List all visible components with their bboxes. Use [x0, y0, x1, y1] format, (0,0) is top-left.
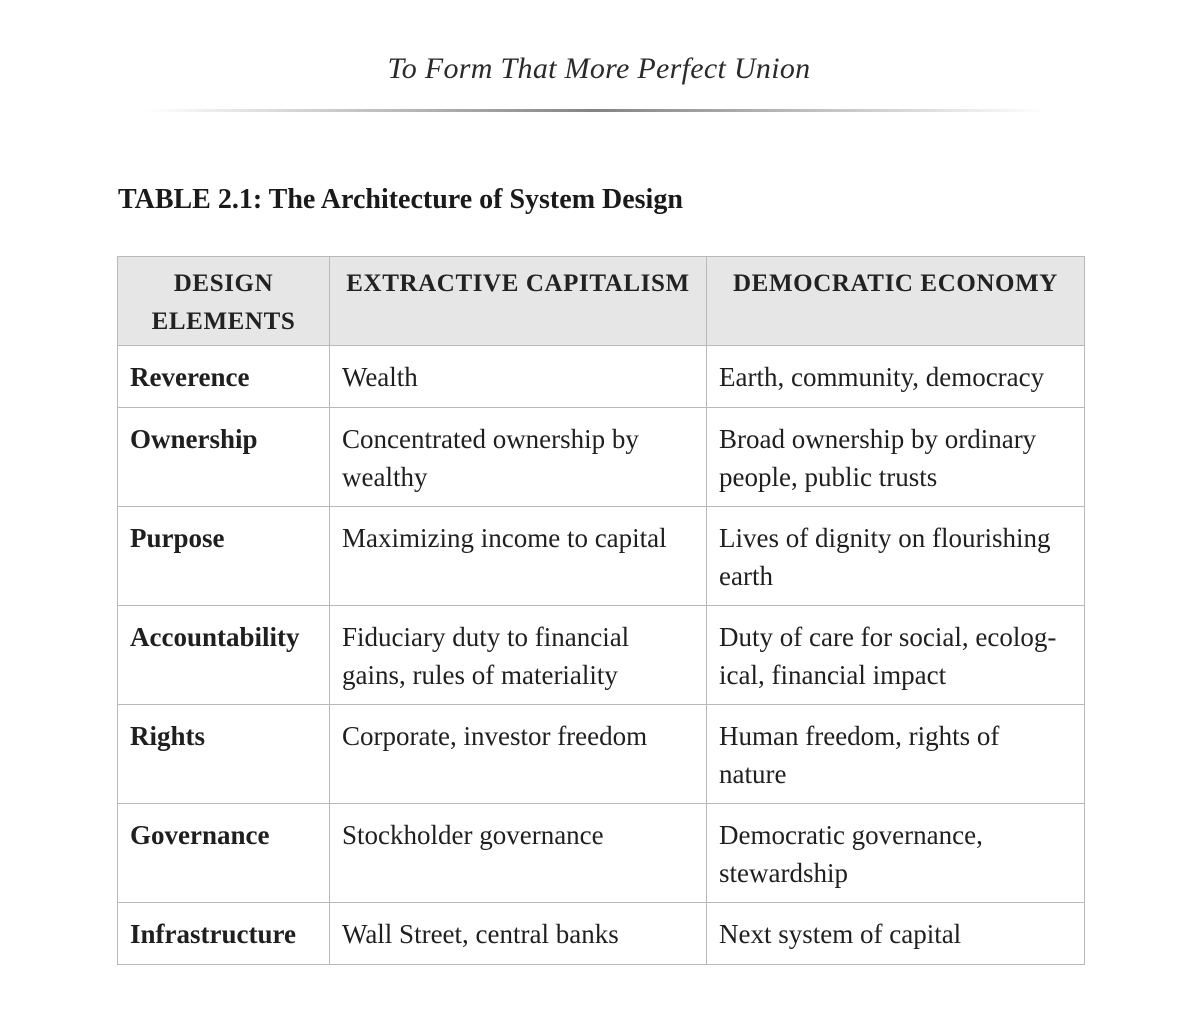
- header-design-elements: DESIGN ELEMENTS: [118, 257, 330, 346]
- row-label-reverence: Reverence: [118, 346, 330, 408]
- cell-democratic: Democratic governance, stewardship: [707, 804, 1085, 903]
- table-header-row: [118, 257, 1085, 346]
- header-democratic-economy: DEMOCRATIC ECONOMY: [707, 257, 1085, 346]
- cell-extractive: Wealth: [330, 346, 707, 408]
- header-rule: [145, 109, 1045, 112]
- cell-democratic: Human freedom, rights of nature: [707, 705, 1085, 804]
- row-label-infrastructure: Infrastructure: [118, 903, 330, 965]
- table-row: [118, 507, 1085, 606]
- cell-democratic: Broad ownership by ordinary people, public trusts: [707, 408, 1085, 507]
- row-label-governance: Governance: [118, 804, 330, 903]
- cell-democratic: Lives of dignity on flourishing earth: [707, 507, 1085, 606]
- design-table: [117, 256, 1085, 965]
- table-row: [118, 346, 1085, 408]
- running-header: To Form That More Perfect Union: [387, 52, 811, 85]
- row-label-ownership: Ownership: [118, 408, 330, 507]
- cell-democratic: Duty of care for social, ecolog-ical, financial impact: [707, 606, 1085, 705]
- table-row: [118, 804, 1085, 903]
- table-row: [118, 705, 1085, 804]
- cell-extractive: Fiduciary duty to financial gains, rules of materiality: [330, 606, 707, 705]
- cell-extractive: Concentrated ownership by wealthy: [330, 408, 707, 507]
- row-label-accountability: Accountability: [118, 606, 330, 705]
- table-row: [118, 903, 1085, 965]
- table-row: [118, 606, 1085, 705]
- row-label-purpose: Purpose: [118, 507, 330, 606]
- cell-extractive: Corporate, investor freedom: [330, 705, 707, 804]
- table-caption: TABLE 2.1: The Architecture of System Design: [118, 184, 683, 215]
- cell-extractive: Stockholder governance: [330, 804, 707, 903]
- cell-democratic: Next system of capital: [707, 903, 1085, 965]
- cell-extractive: Wall Street, central banks: [330, 903, 707, 965]
- cell-extractive: Maximizing income to capital: [330, 507, 707, 606]
- table-row: [118, 408, 1085, 507]
- cell-democratic: Earth, community, democracy: [707, 346, 1085, 408]
- header-extractive-capitalism: EXTRACTIVE CAPITALISM: [330, 257, 707, 346]
- row-label-rights: Rights: [118, 705, 330, 804]
